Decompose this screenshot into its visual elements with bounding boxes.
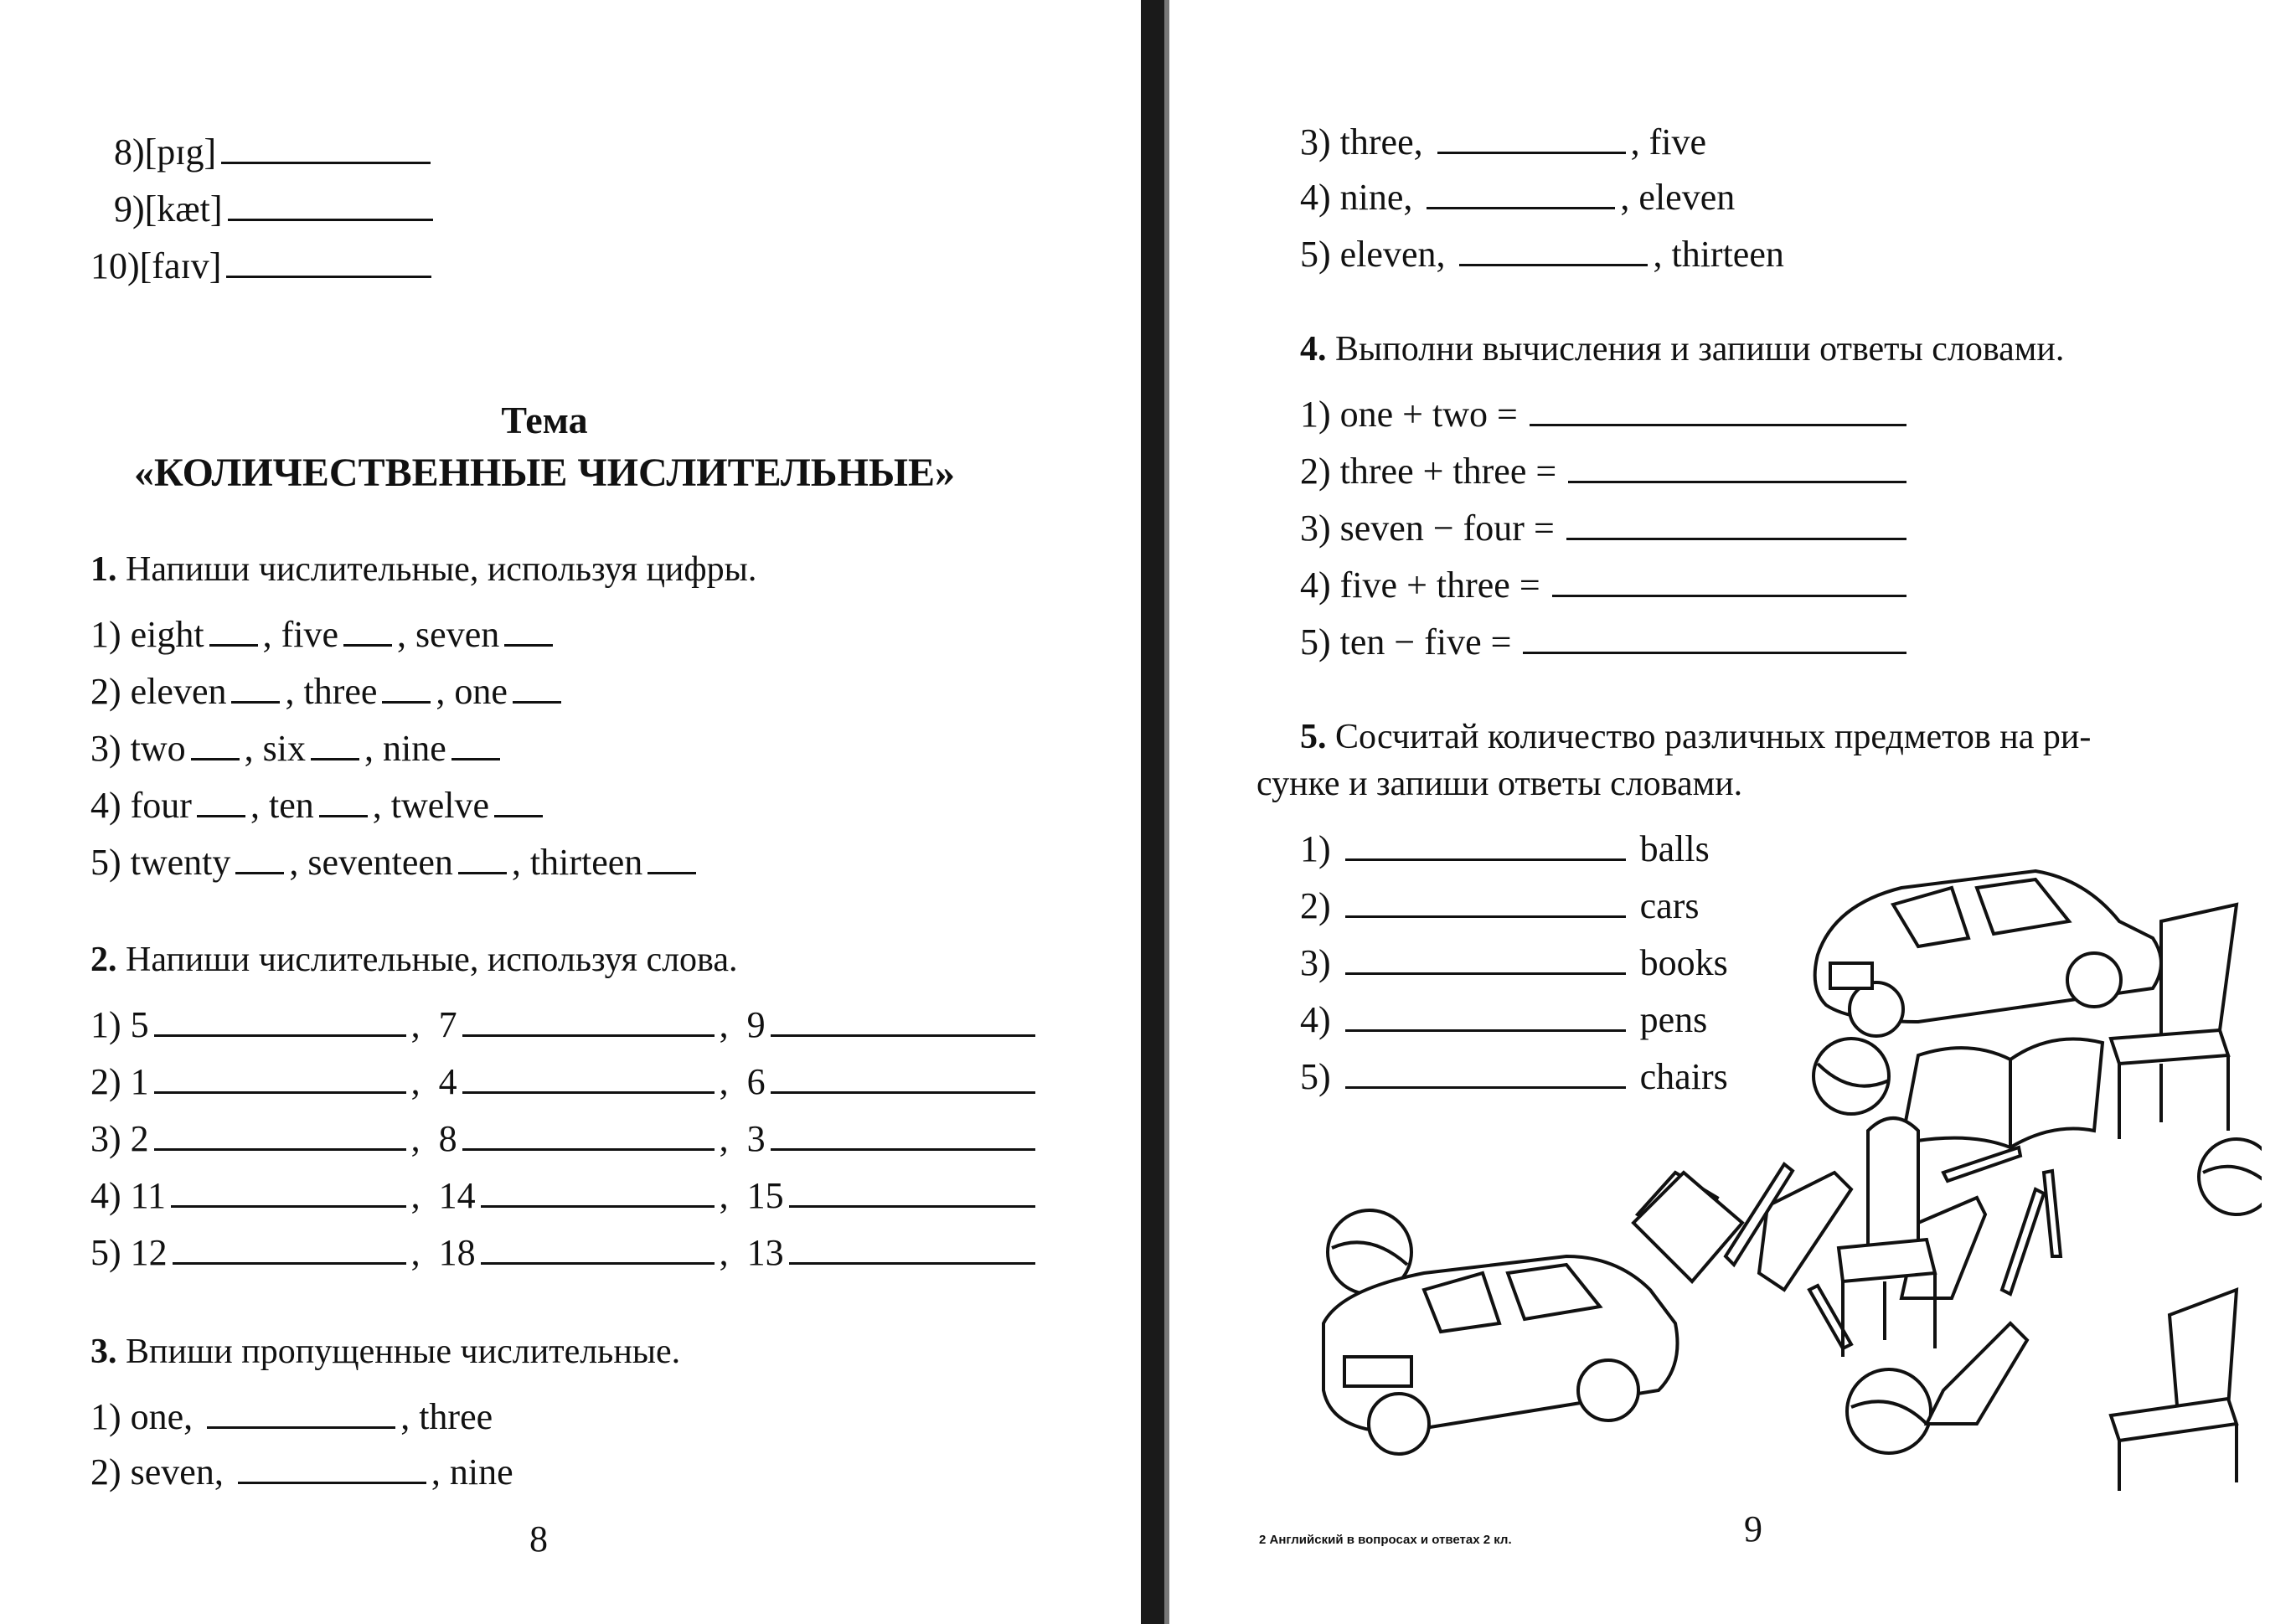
separator: , xyxy=(285,671,304,712)
task1-heading xyxy=(90,549,756,590)
item-number: 5) xyxy=(1300,621,1331,662)
number-word: twelve xyxy=(390,785,490,826)
separator: , xyxy=(511,842,530,883)
separator xyxy=(1331,176,1340,219)
number-field xyxy=(439,1003,720,1046)
task5-heading xyxy=(1300,717,2091,757)
page-number-right: 9 xyxy=(1744,1508,1762,1549)
answer-blank[interactable] xyxy=(311,758,359,760)
item-number: 5) xyxy=(1300,234,1331,275)
digit-value: 1 xyxy=(130,1061,149,1102)
answer-blank[interactable] xyxy=(1568,481,1906,483)
separator xyxy=(1331,507,1340,549)
answer-blank[interactable] xyxy=(319,815,368,817)
task1-item xyxy=(90,613,558,656)
digit-value: 9 xyxy=(746,1004,766,1045)
task4-instruction: Выполни вычисления и запиши ответы словами. xyxy=(1335,330,2065,369)
answer-blank[interactable] xyxy=(209,644,258,647)
item-number: 8) xyxy=(114,131,145,173)
answer-blank[interactable] xyxy=(462,1091,715,1094)
separator xyxy=(121,784,131,827)
number-field xyxy=(747,1003,1040,1046)
answer-blank[interactable] xyxy=(1566,538,1906,540)
digit-value: 8 xyxy=(438,1118,457,1159)
number-word: seventeen xyxy=(307,842,453,883)
task3-number: 3. xyxy=(90,1333,117,1371)
separator: , xyxy=(262,614,281,655)
separator xyxy=(1331,564,1340,606)
separator: , xyxy=(289,842,308,883)
item-number: 9) xyxy=(114,188,145,229)
separator xyxy=(1423,121,1432,163)
number-word: seven xyxy=(415,614,500,655)
task2-item xyxy=(90,1174,1054,1217)
number-word: three xyxy=(303,671,378,712)
number-field xyxy=(439,1117,720,1160)
number-word: twenty xyxy=(130,842,231,883)
number-word: eight xyxy=(130,614,204,655)
object-label: pens xyxy=(1639,999,1708,1040)
answer-blank[interactable] xyxy=(221,162,431,164)
task2-heading xyxy=(90,940,737,980)
car-illustration-2 xyxy=(1323,1256,1678,1454)
separator: , xyxy=(719,1004,747,1045)
number-field xyxy=(131,1003,411,1046)
transcription-item xyxy=(114,188,438,230)
calculation-item xyxy=(1300,393,1912,436)
answer-blank[interactable] xyxy=(191,758,240,760)
expression: three + three = xyxy=(1339,451,1557,492)
task1-item xyxy=(90,841,701,884)
object-label: balls xyxy=(1639,828,1710,869)
item-number: 2) xyxy=(90,1061,121,1102)
digit-value: 7 xyxy=(438,1004,457,1045)
separator: , xyxy=(410,1118,439,1159)
separator xyxy=(1445,233,1454,276)
task2-number: 2. xyxy=(90,941,117,979)
number-field xyxy=(747,1117,1040,1160)
item-number: 5) xyxy=(1300,1056,1331,1097)
answer-blank[interactable] xyxy=(238,1482,426,1484)
answer-blank[interactable] xyxy=(154,1148,406,1151)
separator xyxy=(121,1451,131,1493)
answer-blank[interactable] xyxy=(171,1205,406,1208)
item-number: 3) xyxy=(1300,508,1331,549)
sequence-before: eleven, xyxy=(1339,234,1446,275)
topic-title: «КОЛИЧЕСТВЕННЫЕ ЧИСЛИТЕЛЬНЫЕ» xyxy=(134,451,955,495)
answer-blank[interactable] xyxy=(1552,595,1906,597)
answer-blank[interactable] xyxy=(771,1091,1035,1094)
calculation-item xyxy=(1300,621,1912,663)
item-number: 1) xyxy=(1300,828,1331,869)
expression: five + three = xyxy=(1339,565,1540,606)
answer-blank[interactable] xyxy=(382,701,431,704)
separator: , xyxy=(719,1175,747,1216)
digit-value: 14 xyxy=(438,1175,476,1216)
transcription-text: [kæt] xyxy=(144,188,223,229)
task2-item xyxy=(90,1060,1054,1103)
object-label: cars xyxy=(1639,885,1700,926)
answer-blank[interactable] xyxy=(235,872,284,874)
number-field xyxy=(131,1174,411,1217)
page-number-left: 8 xyxy=(529,1518,548,1560)
separator xyxy=(121,1117,131,1160)
task4-heading xyxy=(1300,329,2064,369)
sequence-after: , nine xyxy=(431,1451,513,1493)
item-number: 3) xyxy=(90,1118,121,1159)
number-field xyxy=(747,1174,1040,1217)
answer-blank[interactable] xyxy=(1427,207,1615,209)
answer-blank[interactable] xyxy=(462,1034,715,1037)
sequence-before: one, xyxy=(130,1396,193,1437)
book-illustration-open xyxy=(1901,1039,2103,1148)
task1-item xyxy=(90,727,505,770)
digit-value: 12 xyxy=(130,1232,168,1273)
sequence-before: three, xyxy=(1339,121,1423,162)
sequence-item xyxy=(1300,233,1784,276)
calculation-item xyxy=(1300,450,1912,492)
sequence-item xyxy=(90,1395,493,1438)
answer-blank[interactable] xyxy=(771,1148,1035,1151)
separator xyxy=(224,1451,233,1493)
item-number: 4) xyxy=(90,1175,121,1216)
task5-instruction-line2: сунке и запиши ответы словами. xyxy=(1256,765,1743,803)
task2-instruction: Напиши числительные, используя слова. xyxy=(126,941,738,979)
task1-item xyxy=(90,670,566,713)
digit-value: 3 xyxy=(746,1118,766,1159)
answer-blank[interactable] xyxy=(197,815,245,817)
number-field xyxy=(131,1231,411,1274)
item-number: 4) xyxy=(1300,565,1331,606)
book-spine xyxy=(1141,0,1164,1624)
separator xyxy=(1331,233,1340,276)
task1-item xyxy=(90,784,548,827)
separator: , xyxy=(372,785,391,826)
expression: ten − five = xyxy=(1339,621,1512,662)
car-illustration-1 xyxy=(1815,871,2161,1036)
sequence-after: , thirteen xyxy=(1653,234,1784,275)
item-number: 2) xyxy=(1300,451,1331,492)
separator xyxy=(1331,121,1340,163)
separator xyxy=(121,1060,131,1103)
sequence-item xyxy=(90,1451,513,1493)
number-word: six xyxy=(262,728,307,769)
task4-number: 4. xyxy=(1300,330,1327,369)
sequence-after: , eleven xyxy=(1620,177,1736,218)
sequence-before: nine, xyxy=(1339,177,1413,218)
item-number: 4) xyxy=(1300,999,1331,1040)
number-word: one xyxy=(454,671,508,712)
separator: , xyxy=(364,728,384,769)
number-word: five xyxy=(281,614,339,655)
answer-blank[interactable] xyxy=(154,1034,406,1037)
separator xyxy=(121,1174,131,1217)
answer-blank[interactable] xyxy=(771,1034,1035,1037)
item-number: 1) xyxy=(90,1004,121,1045)
answer-blank[interactable] xyxy=(789,1205,1035,1208)
item-number: 2) xyxy=(90,1451,121,1493)
sequence-before: seven, xyxy=(130,1451,224,1493)
task5-instruction-line1: Сосчитай количество различных предметов на ри- xyxy=(1335,718,2092,756)
task2-item xyxy=(90,1231,1054,1274)
number-field xyxy=(747,1231,1040,1274)
separator xyxy=(121,1395,131,1438)
transcription-text: [pɪg] xyxy=(144,131,217,173)
number-word: two xyxy=(130,728,186,769)
answer-blank[interactable] xyxy=(789,1262,1035,1265)
item-number: 5) xyxy=(90,1232,121,1273)
sequence-item xyxy=(1300,121,1706,163)
item-number: 3) xyxy=(90,728,121,769)
item-number: 3) xyxy=(1300,121,1331,162)
transcription-item xyxy=(114,131,436,173)
transcription-item xyxy=(90,245,436,287)
sequence-item xyxy=(1300,176,1735,219)
answer-blank[interactable] xyxy=(513,701,561,704)
separator: , xyxy=(397,614,416,655)
separator xyxy=(1331,621,1340,663)
answer-blank[interactable] xyxy=(462,1148,715,1151)
answer-blank[interactable] xyxy=(226,276,431,278)
number-word: four xyxy=(130,785,192,826)
number-field xyxy=(439,1060,720,1103)
number-field xyxy=(747,1060,1040,1103)
separator xyxy=(121,613,131,656)
separator: , xyxy=(436,671,455,712)
answer-blank[interactable] xyxy=(228,219,433,221)
separator xyxy=(121,727,131,770)
number-word: ten xyxy=(268,785,314,826)
task3-heading xyxy=(90,1332,680,1372)
answer-blank[interactable] xyxy=(648,872,696,874)
item-number: 2) xyxy=(90,671,121,712)
number-word: eleven xyxy=(130,671,227,712)
chair-illustration-3 xyxy=(2111,1290,2237,1491)
number-field xyxy=(131,1117,411,1160)
answer-blank[interactable] xyxy=(494,815,543,817)
separator xyxy=(121,1003,131,1046)
separator: , xyxy=(410,1061,439,1102)
footer-note: 2 Английский в вопросах и ответах 2 кл. xyxy=(1259,1533,1512,1547)
digit-value: 11 xyxy=(130,1175,167,1216)
separator xyxy=(1331,393,1340,436)
separator xyxy=(1412,176,1421,219)
answer-blank[interactable] xyxy=(481,1205,715,1208)
digit-value: 6 xyxy=(746,1061,766,1102)
digit-value: 15 xyxy=(746,1175,784,1216)
answer-blank[interactable] xyxy=(1459,264,1648,266)
separator xyxy=(193,1395,202,1438)
separator: , xyxy=(250,785,269,826)
answer-blank[interactable] xyxy=(231,701,280,704)
objects-illustration xyxy=(1315,854,2262,1491)
task2-item xyxy=(90,1003,1054,1046)
number-field xyxy=(131,1060,411,1103)
task1-number: 1. xyxy=(90,550,117,589)
item-number: 4) xyxy=(1300,177,1331,218)
answer-blank[interactable] xyxy=(451,758,500,760)
separator xyxy=(121,670,131,713)
answer-blank[interactable] xyxy=(458,872,507,874)
digit-value: 2 xyxy=(130,1118,149,1159)
answer-blank[interactable] xyxy=(1530,424,1906,426)
answer-blank[interactable] xyxy=(481,1262,715,1265)
separator: , xyxy=(244,728,263,769)
number-word: nine xyxy=(383,728,446,769)
separator: , xyxy=(719,1061,747,1102)
answer-blank[interactable] xyxy=(154,1091,406,1094)
task1-instruction: Напиши числительные, используя цифры. xyxy=(126,550,757,589)
task2-item xyxy=(90,1117,1054,1160)
book-spine-shadow xyxy=(1164,0,1169,1624)
item-number: 5) xyxy=(90,842,121,883)
item-number: 1) xyxy=(90,1396,121,1437)
digit-value: 13 xyxy=(746,1232,784,1273)
answer-blank[interactable] xyxy=(343,644,392,647)
book-illustration xyxy=(1633,1173,2027,1424)
answer-blank[interactable] xyxy=(207,1426,395,1429)
topic-label: Тема xyxy=(501,399,588,441)
answer-blank[interactable] xyxy=(173,1262,406,1265)
object-label: books xyxy=(1639,942,1728,983)
separator xyxy=(1331,450,1340,492)
item-number: 10) xyxy=(90,245,140,286)
number-word: thirteen xyxy=(529,842,643,883)
item-number: 1) xyxy=(90,614,121,655)
task3-instruction: Впиши пропущенные числительные. xyxy=(126,1333,681,1371)
calculation-item xyxy=(1300,564,1912,606)
object-label: chairs xyxy=(1639,1056,1728,1097)
digit-value: 18 xyxy=(438,1232,476,1273)
separator: , xyxy=(719,1232,747,1273)
number-field xyxy=(439,1174,720,1217)
answer-blank[interactable] xyxy=(504,644,553,647)
transcription-text: [faɪv] xyxy=(139,245,222,286)
answer-blank[interactable] xyxy=(1523,652,1906,654)
item-number: 3) xyxy=(1300,942,1331,983)
separator: , xyxy=(410,1004,439,1045)
digit-value: 4 xyxy=(438,1061,457,1102)
digit-value: 5 xyxy=(130,1004,149,1045)
item-number: 1) xyxy=(1300,394,1331,435)
separator: , xyxy=(410,1175,439,1216)
separator xyxy=(121,1231,131,1274)
item-number: 4) xyxy=(90,785,121,826)
separator xyxy=(121,841,131,884)
expression: seven − four = xyxy=(1339,508,1555,549)
sequence-after: , three xyxy=(400,1396,493,1437)
sequence-after: , five xyxy=(1630,121,1706,162)
item-number: 2) xyxy=(1300,885,1331,926)
separator: , xyxy=(410,1232,439,1273)
answer-blank[interactable] xyxy=(1437,152,1626,154)
task5-number: 5. xyxy=(1300,718,1327,756)
number-field xyxy=(439,1231,720,1274)
calculation-item xyxy=(1300,507,1912,549)
separator: , xyxy=(719,1118,747,1159)
expression: one + two = xyxy=(1339,394,1518,435)
